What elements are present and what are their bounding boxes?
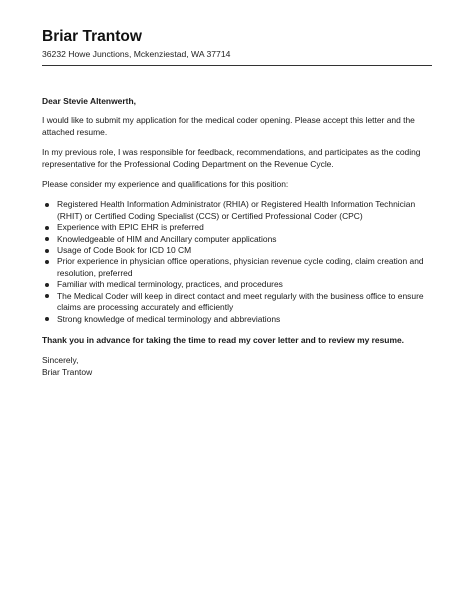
thank-you-line: Thank you in advance for taking the time to read my cover letter and to review my resume. bbox=[42, 334, 404, 345]
paragraph-intro: I would like to submit my application for the medical coder opening. Please accept this letter and the attached resume. bbox=[42, 115, 415, 137]
list-item: Usage of Code Book for ICD 10 CM bbox=[42, 245, 434, 256]
closing: Sincerely, bbox=[42, 355, 79, 366]
paragraph-qualifications-lead: Please consider my experience and qualifications for this position: bbox=[42, 179, 289, 190]
list-item: Familiar with medical terminology, practices, and procedures bbox=[42, 279, 434, 290]
applicant-name: Briar Trantow bbox=[42, 28, 142, 45]
list-item: Prior experience in physician office operations, physician revenue cycle coding, claim creation and resolution, preferred bbox=[42, 256, 434, 279]
qualifications-list bbox=[42, 199, 434, 324]
paragraph-previous-role: In my previous role, I was responsible for feedback, recommendations, and participates as the coding representative for the Professional Coding Department on the Revenue Cycle. bbox=[42, 147, 421, 169]
letter-body bbox=[42, 96, 434, 378]
header-divider bbox=[42, 65, 432, 66]
salutation: Dear Stevie Altenwerth, bbox=[42, 96, 136, 106]
list-item: Strong knowledge of medical terminology and abbreviations bbox=[42, 314, 434, 325]
applicant-address: 36232 Howe Junctions, Mckenziestad, WA 37714 bbox=[42, 49, 231, 59]
list-item: Knowledgeable of HIM and Ancillary computer applications bbox=[42, 234, 434, 245]
list-item: The Medical Coder will keep in direct contact and meet regularly with the business office to ensure claims are processing accurately and efficiently bbox=[42, 291, 434, 314]
list-item: Registered Health Information Administrator (RHIA) or Registered Health Information Technician (RHIT) or Certified Coding Specialist (CCS) or Certified Professional Coder (CPC) bbox=[42, 199, 434, 222]
signature: Briar Trantow bbox=[42, 366, 93, 377]
list-item: Experience with EPIC EHR is preferred bbox=[42, 222, 434, 233]
